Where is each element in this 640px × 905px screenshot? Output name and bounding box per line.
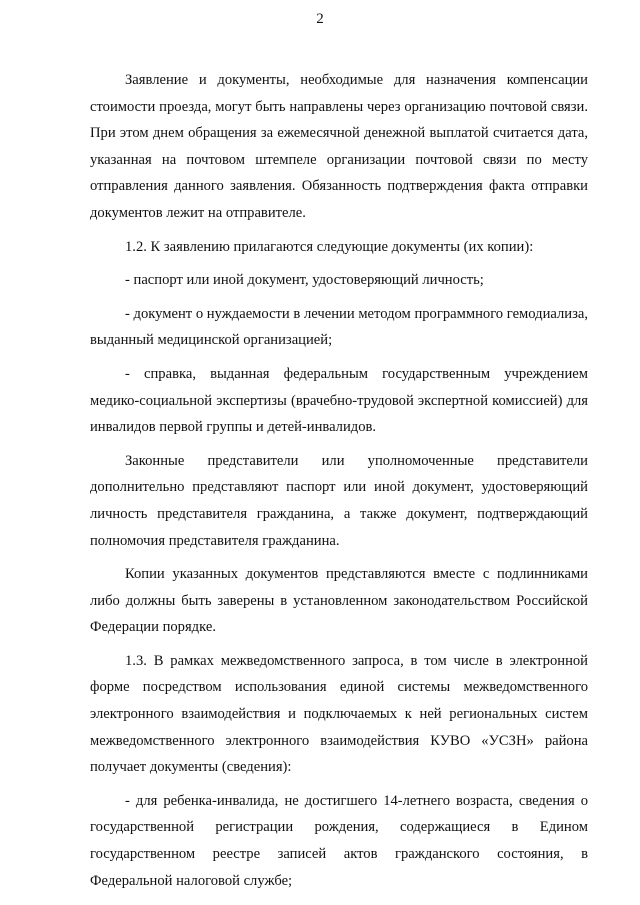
- paragraph-representatives: Законные представители или уполномоченные представители дополнительно представляют паспорт или иной документ, удостоверяющий личность представителя гражданина, а также документ, подтверждающий полномочия представителя гражданина.: [90, 452, 588, 549]
- page-number: 2: [316, 11, 324, 27]
- paragraph-1-3-interagency: 1.3. В рамках межведомственного запроса, в том числе в электронной форме посредством использования единой системы межведомственного электронного взаимодействия и подключаемых к ней региональных систем межведомственного электронного взаимодействия КУВО «УСЗН» района получает документы (сведения):: [90, 652, 588, 776]
- paragraph-1-2-heading: 1.2. К заявлению прилагаются следующие документы (их копии):: [125, 238, 534, 255]
- list-item-passport: - паспорт или иной документ, удостоверяющий личность;: [125, 272, 484, 289]
- list-item-hemodialysis-document: - документ о нуждаемости в лечении методом программного гемодиализа, выданный медицинской организацией;: [90, 305, 588, 349]
- document-body: [90, 67, 588, 894]
- list-item-disability-certificate: - справка, выданная федеральным государственным учреждением медико-социальной экспертизы (врачебно-трудовой экспертной комиссией) для инвалидов первой группы и детей-инвалидов.: [90, 365, 588, 436]
- list-item-birth-registration: - для ребенка-инвалида, не достигшего 14-летнего возраста, сведения о государственной регистрации рождения, содержащиеся в Едином государственном реестре записей актов гражданского состояния, в Федеральной налоговой службе;: [90, 792, 588, 889]
- paragraph-copies: Копии указанных документов представляются вместе с подлинниками либо должны быть заверены в установленном законодательством Российской Федерации порядке.: [90, 566, 588, 636]
- paragraph-postal-submission: Заявление и документы, необходимые для назначения компенсации стоимости проезда, могут быть направлены через организацию почтовой связи. При этом днем обращения за ежемесячной денежной выплатой считается дата, указанная на почтовом штемпеле организации почтовой связи по месту отправления данного заявления. Обязанность подтверждения факта отправки документов лежит на отправителе.: [90, 72, 588, 221]
